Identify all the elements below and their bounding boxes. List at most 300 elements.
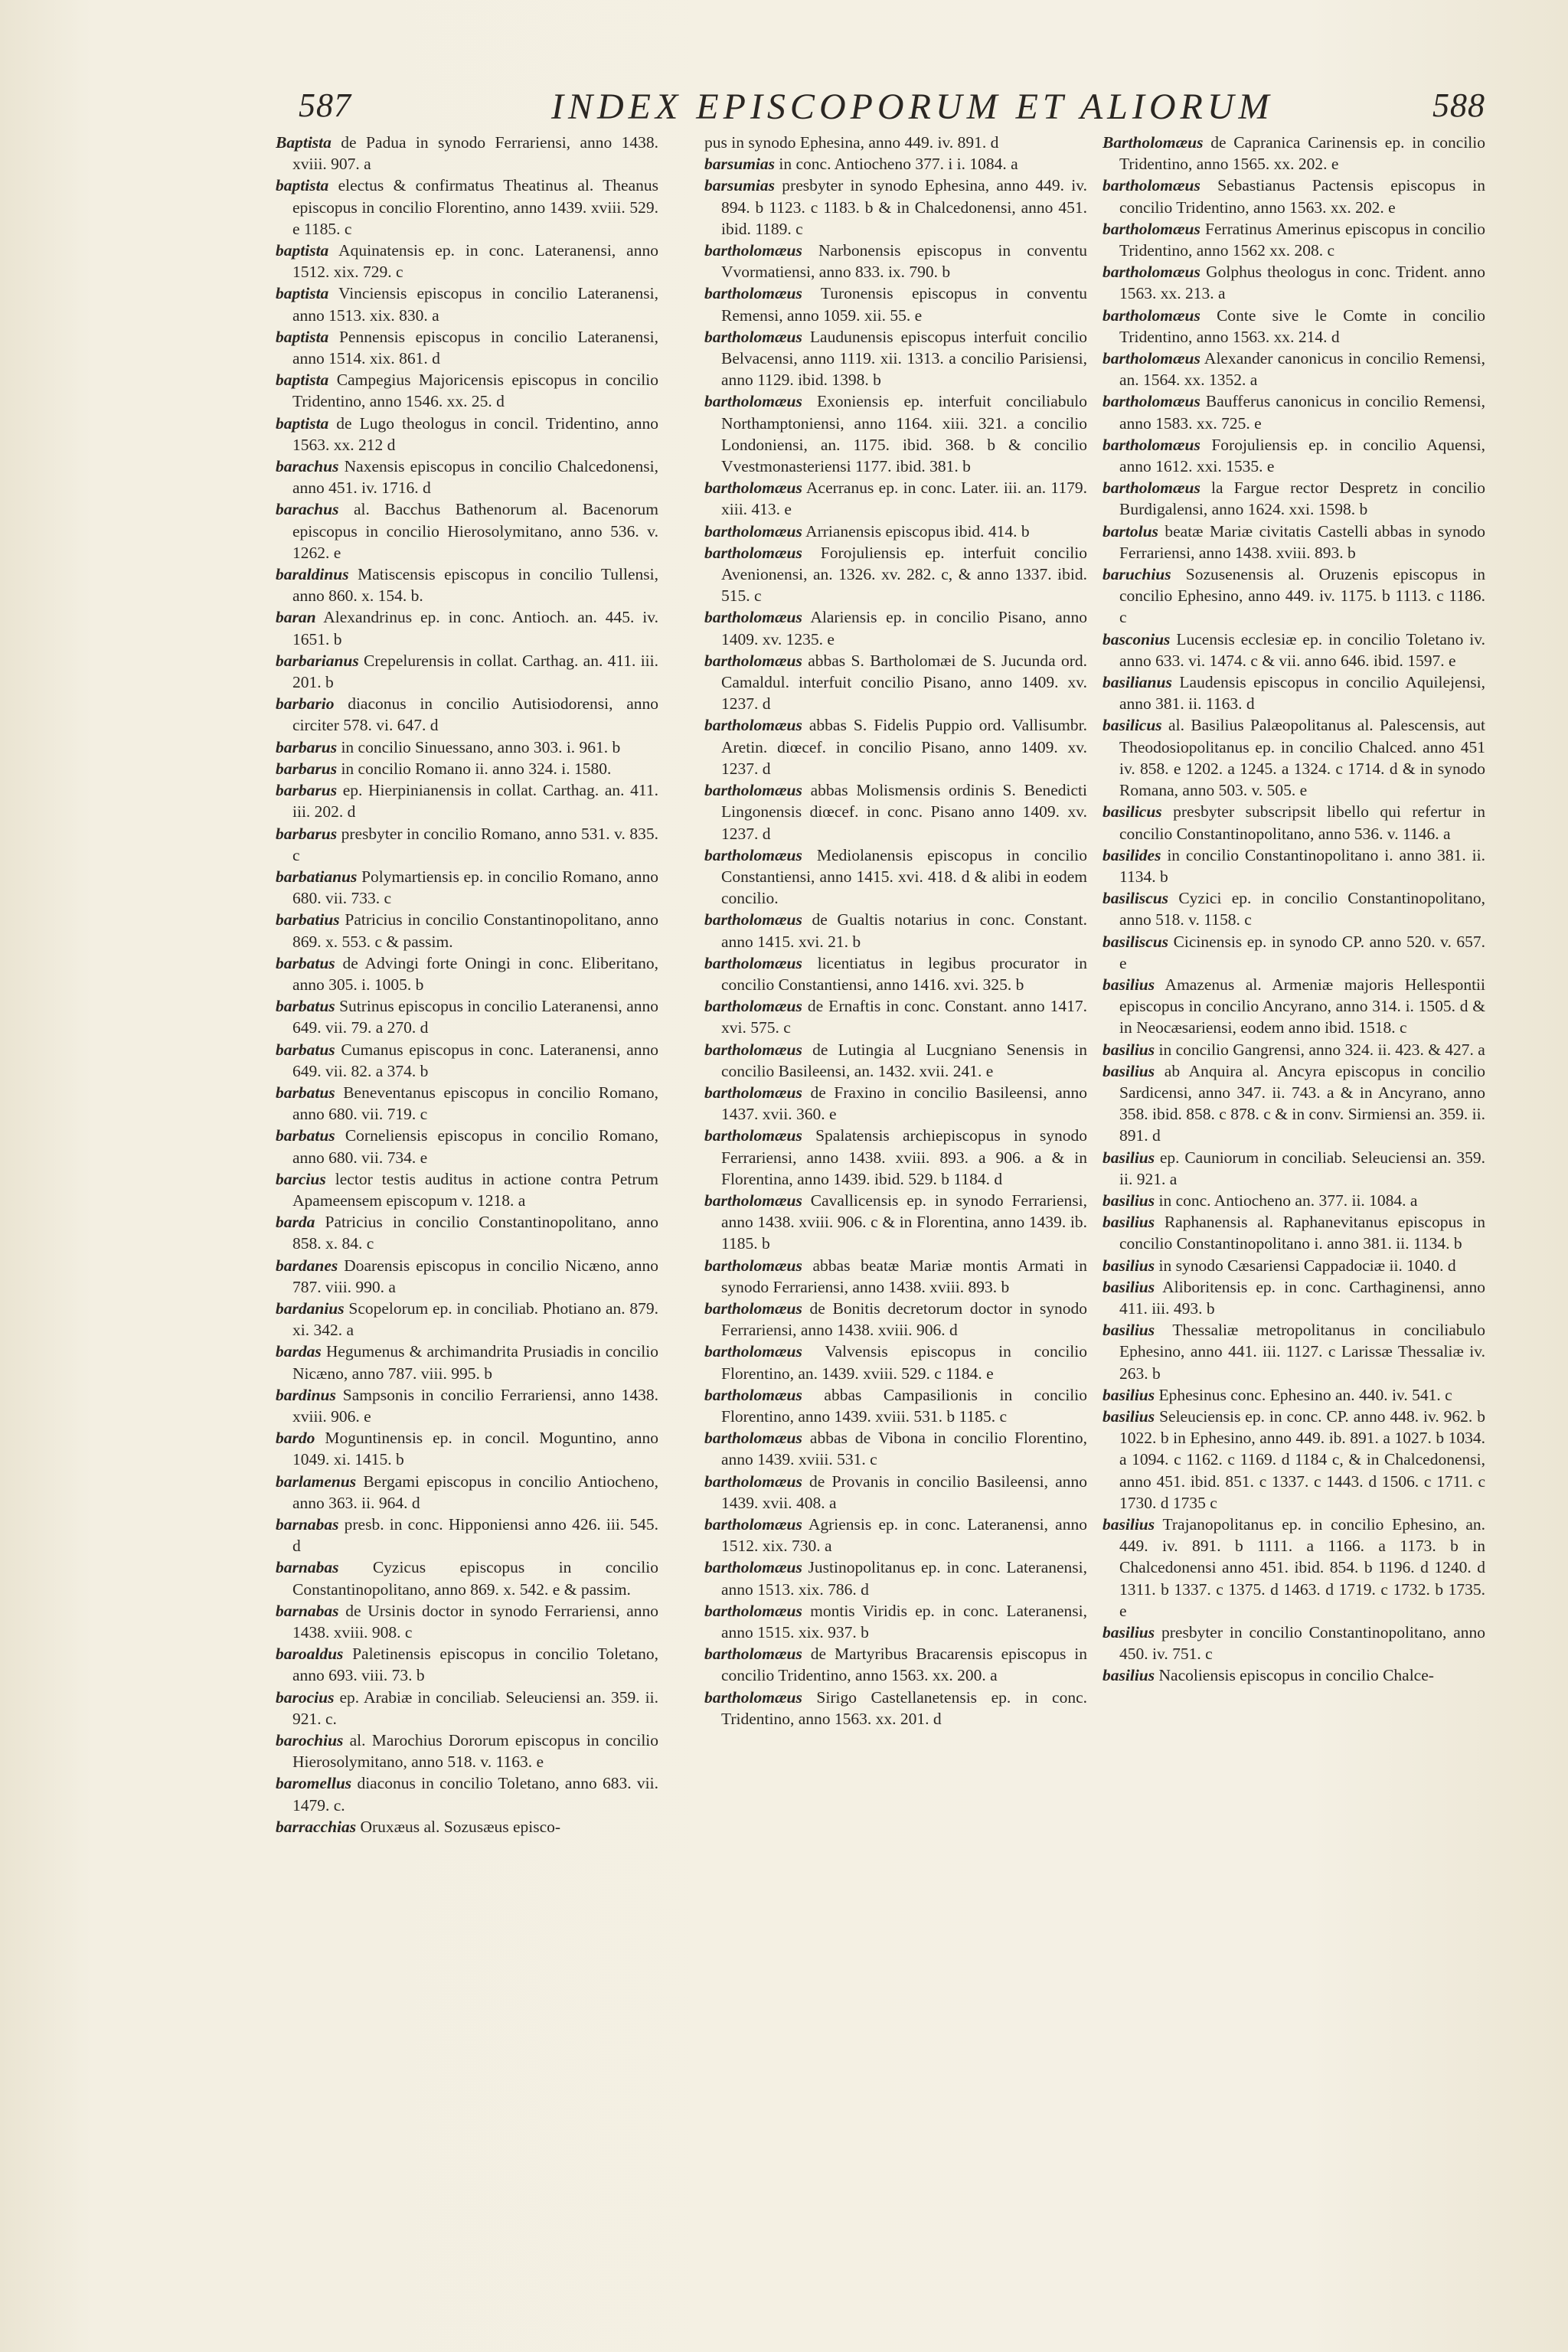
entry-text: Laudunensis episcopus interfuit concilio Belvacensi, anno 1119. xii. 1313. a concilio Parisiensi, anno 1129. ibid. 1398. b xyxy=(721,327,1087,390)
index-column-1 xyxy=(276,132,658,2321)
index-entry xyxy=(704,714,1087,779)
index-entry xyxy=(704,1643,1087,1686)
index-entry xyxy=(1102,261,1485,304)
entry-headword: bartholomæus xyxy=(704,1472,802,1491)
index-entry xyxy=(276,1730,658,1772)
entry-text: lector testis auditus in actione contra Petrum Apameensem episcopum v. 1218. a xyxy=(292,1169,658,1210)
entry-text: Exoniensis ep. interfuit conciliabulo Northamptoniensi, anno 1164. xiii. 321. a concilio Londoniensi, an. 1175. ibid. 368. b & concilio Vvestmonasteriensi 1177. ibid. 381. b xyxy=(721,392,1087,476)
index-entry xyxy=(704,1190,1087,1255)
index-entry xyxy=(1102,931,1485,974)
entry-headword: barbatianus xyxy=(276,867,358,886)
entry-text: Polymartiensis ep. in concilio Romano, anno 680. vii. 733. c xyxy=(292,867,658,908)
entry-headword: barbatus xyxy=(276,953,335,972)
entry-headword: barlamenus xyxy=(276,1472,357,1491)
entry-text: ep. Cauniorum in conciliab. Seleuciensi an. 359. ii. 921. a xyxy=(1119,1148,1485,1188)
entry-headword: barbarus xyxy=(276,781,338,800)
index-entry xyxy=(1102,1147,1485,1190)
entry-text: Cyzicus episcopus in concilio Constantinopolitano, anno 869. x. 542. e & passim. xyxy=(292,1558,658,1599)
index-entry xyxy=(276,1384,658,1427)
entry-text: Matiscensis episcopus in concilio Tullensi, anno 860. x. 154. b. xyxy=(292,565,658,606)
entry-headword: bartholomæus xyxy=(704,1083,802,1102)
index-entry xyxy=(276,1816,658,1838)
entry-headword: bartholomæus xyxy=(704,327,802,346)
entry-text: in conc. Antiocheno 377. i i. 1084. a xyxy=(779,155,1018,174)
entry-headword: bartholomæus xyxy=(704,543,802,562)
entry-headword: barbatus xyxy=(276,1040,335,1059)
entry-text: Arrianensis episcopus ibid. 414. b xyxy=(805,521,1030,541)
entry-headword: barsumias xyxy=(704,155,776,174)
index-entry xyxy=(276,132,658,175)
index-entry xyxy=(704,1039,1087,1082)
entry-text: de Padua in synodo Ferrariensi, anno 1438. xviii. 907. a xyxy=(292,133,658,174)
entry-headword: bartholomæus xyxy=(704,781,802,800)
running-header xyxy=(299,86,1508,132)
index-entry xyxy=(704,650,1087,715)
entry-text: Thessaliæ metropolitanus in conciliabulo Ephesino, anno 441. iii. 1127. c Larissæ Thessaliæ iv. 263. b xyxy=(1119,1321,1485,1383)
index-entry xyxy=(276,758,658,779)
entry-text: presbyter in synodo Ephesina, anno 449. iv. 894. b 1123. c 1183. b & in Chalcedonensi, anno 451. ibid. 1189. c xyxy=(721,176,1087,238)
entry-headword: barda xyxy=(276,1213,315,1232)
entry-headword: basilianus xyxy=(1102,673,1172,692)
entry-headword: bardo xyxy=(276,1429,315,1448)
entry-headword: bartholomæus xyxy=(704,1558,802,1577)
index-entry xyxy=(1102,1190,1485,1211)
entry-headword: barbario xyxy=(276,694,335,714)
entry-text: de Lugo theologus in concil. Tridentino, anno 1563. xx. 212 d xyxy=(292,413,658,454)
index-entry xyxy=(276,823,658,866)
index-entry xyxy=(704,240,1087,283)
entry-text: in concilio Romano ii. anno 324. i. 1580. xyxy=(341,759,612,778)
entry-text: Patricius in concilio Constantinopolitano, anno 869. x. 553. c & passim. xyxy=(292,910,658,951)
entry-text: Forojuliensis ep. interfuit concilio Avenionensi, an. 1326. xv. 282. c, & anno 1337. ibid. 515. c xyxy=(721,543,1087,606)
entry-text: de Advingi forte Oningi in conc. Eliberitano, anno 305. i. 1005. b xyxy=(292,953,658,994)
entry-headword: bartholomæus xyxy=(704,608,802,627)
index-entry xyxy=(704,1298,1087,1341)
index-column-3 xyxy=(1102,132,1485,2321)
entry-headword: bartholomæus xyxy=(704,521,802,541)
entry-headword: Baptista xyxy=(276,133,332,152)
entry-text: Sozusenensis al. Oruzenis episcopus in concilio Ephesino, anno 449. iv. 1175. b 1113. c 1186. c xyxy=(1119,565,1485,627)
index-entry xyxy=(704,390,1087,477)
entry-headword: basilius xyxy=(1102,1515,1155,1534)
entry-headword: baptista xyxy=(276,241,329,260)
entry-headword: baraldinus xyxy=(276,565,349,584)
entry-headword: bartholomæus xyxy=(704,1191,802,1210)
left-page-number: 587 xyxy=(299,87,351,124)
entry-headword: basilides xyxy=(1102,845,1161,864)
index-entry xyxy=(704,542,1087,607)
entry-headword: basilius xyxy=(1102,1213,1155,1232)
index-entry xyxy=(1102,390,1485,433)
index-entry xyxy=(276,175,658,240)
entry-headword: bartholomæus xyxy=(1102,349,1200,368)
index-entry xyxy=(704,521,1087,542)
index-entry xyxy=(276,909,658,952)
index-entry xyxy=(704,1384,1087,1427)
entry-headword: bartholomæus xyxy=(1102,305,1200,325)
index-entry xyxy=(276,1125,658,1168)
entry-text: Aliboritensis ep. in conc. Carthaginensi, anno 411. iii. 493. b xyxy=(1119,1277,1485,1318)
entry-headword: basilius xyxy=(1102,1666,1155,1685)
entry-headword: basilius xyxy=(1102,1040,1155,1059)
index-entry xyxy=(1102,801,1485,844)
entry-text: in concilio Sinuessano, anno 303. i. 961. b xyxy=(341,737,621,756)
index-entry xyxy=(276,1471,658,1514)
entry-headword: basilius xyxy=(1102,1385,1155,1404)
entry-headword: Bartholomæus xyxy=(1102,133,1204,152)
index-entry xyxy=(1102,521,1485,564)
index-entry xyxy=(276,866,658,909)
index-entry xyxy=(276,456,658,498)
index-entry xyxy=(1102,132,1485,175)
entry-text: de Ursinis doctor in synodo Ferrariensi, anno 1438. xviii. 908. c xyxy=(292,1601,658,1642)
entry-headword: baptista xyxy=(276,413,329,433)
entry-text: Lucensis ecclesiæ ep. in concilio Toletano iv. anno 633. vi. 1474. c & vii. anno 646. ibid. 1597. e xyxy=(1119,629,1485,670)
entry-headword: barracchias xyxy=(276,1817,357,1836)
entry-text: Pennensis episcopus in concilio Lateranensi, anno 1514. xix. 861. d xyxy=(292,327,658,368)
index-entry xyxy=(1102,629,1485,671)
entry-text: Scopelorum ep. in conciliab. Photiano an. 879. xi. 342. a xyxy=(292,1298,658,1340)
index-entry xyxy=(704,1427,1087,1470)
entry-headword: basilius xyxy=(1102,1256,1155,1275)
running-title: INDEX EPISCOPORUM ET ALIORUM xyxy=(551,87,1274,127)
index-entry xyxy=(1102,434,1485,477)
index-entry xyxy=(1102,175,1485,217)
index-entry xyxy=(704,175,1087,240)
entry-text: Justinopolitanus ep. in conc. Lateranensi, anno 1513. xix. 786. d xyxy=(721,1558,1087,1599)
index-entry xyxy=(276,413,658,456)
entry-text: de Gualtis notarius in conc. Constant. anno 1415. xvi. 21. b xyxy=(721,910,1087,951)
entry-headword: barbarus xyxy=(276,824,338,843)
entry-text: presbyter in concilio Romano, anno 531. v. 835. c xyxy=(292,824,658,864)
entry-text: montis Viridis ep. in conc. Lateranensi, anno 1515. xix. 937. b xyxy=(721,1601,1087,1642)
entry-headword: baptista xyxy=(276,284,329,303)
entry-headword: barbarus xyxy=(276,759,338,778)
entry-text: in conc. Antiocheno an. 377. ii. 1084. a xyxy=(1158,1191,1418,1210)
index-entry xyxy=(276,283,658,325)
entry-text: de Ernaftis in conc. Constant. anno 1417. xvi. 575. c xyxy=(721,997,1087,1037)
index-entry xyxy=(276,564,658,606)
index-entry xyxy=(704,132,1087,153)
index-entry xyxy=(276,779,658,822)
entry-text: Raphanensis al. Raphanevitanus episcopus in concilio Constantinopolitano i. anno 381. ii. 1134. b xyxy=(1119,1213,1485,1253)
entry-headword: barbarianus xyxy=(276,651,359,670)
entry-headword: bartholomæus xyxy=(1102,392,1200,411)
entry-headword: baruchius xyxy=(1102,565,1171,584)
index-entry xyxy=(1102,1664,1485,1686)
entry-headword: basilius xyxy=(1102,1406,1155,1426)
index-entry xyxy=(276,1298,658,1341)
entry-headword: barcius xyxy=(276,1169,326,1188)
entry-text: Sampsonis in concilio Ferrariensi, anno 1438. xviii. 906. e xyxy=(292,1385,658,1426)
entry-text: al. Basilius Palæopolitanus al. Palescensis, aut Theodosiopolitanus ep. in concilio Chalced. anno 451 iv. 858. e 1202. a 1245. a 1324. c 1714. d & in synodo Romana, anno 503. v. 505. e xyxy=(1119,716,1485,800)
entry-text: Baufferus canonicus in concilio Remensi, anno 1583. xx. 725. e xyxy=(1119,392,1485,433)
entry-headword: bartholomæus xyxy=(1102,263,1200,282)
index-entry xyxy=(1102,1211,1485,1254)
entry-headword: bartholomæus xyxy=(1102,176,1200,195)
entry-headword: basilius xyxy=(1102,1623,1155,1642)
index-entry xyxy=(1102,1039,1485,1060)
entry-text: Alexandrinus ep. in conc. Antioch. an. 445. iv. 1651. b xyxy=(292,608,658,648)
index-entry xyxy=(704,909,1087,952)
entry-text: Conte sive le Comte in concilio Tridentino, anno 1563. xx. 214. d xyxy=(1119,305,1485,346)
entry-headword: basilius xyxy=(1102,975,1155,994)
index-entry xyxy=(1102,671,1485,714)
entry-headword: basiliscus xyxy=(1102,932,1169,951)
entry-text: Valvensis episcopus in concilio Florentino, an. 1439. xviii. 529. c 1184. e xyxy=(721,1342,1087,1383)
index-entry xyxy=(276,1557,658,1599)
entry-text: ep. Arabiæ in conciliab. Seleuciensi an. 359. ii. 921. c. xyxy=(292,1687,658,1728)
index-entry xyxy=(276,1255,658,1298)
entry-headword: bartholomæus xyxy=(704,284,802,303)
index-entry xyxy=(276,326,658,369)
entry-text: Mediolanensis episcopus in concilio Constantiensi, anno 1415. xvi. 418. d & alibi in eodem concilio. xyxy=(721,845,1087,908)
entry-text: Paletinensis episcopus in concilio Toletano, anno 693. viii. 73. b xyxy=(292,1645,658,1685)
entry-text: Forojuliensis ep. in concilio Aquensi, anno 1612. xxi. 1535. e xyxy=(1119,435,1485,476)
entry-headword: bartholomæus xyxy=(704,1687,802,1707)
entry-text: in synodo Cæsariensi Cappadociæ ii. 1040. d xyxy=(1158,1256,1456,1275)
entry-headword: bartholomæus xyxy=(704,1645,802,1664)
entry-text: Sirigo Castellanetensis ep. in conc. Tridentino, anno 1563. xx. 201. d xyxy=(721,1687,1087,1728)
entry-headword: barnabas xyxy=(276,1515,339,1534)
index-entry xyxy=(704,1255,1087,1298)
entry-text: Doarensis episcopus in concilio Nicæno, anno 787. viii. 990. a xyxy=(292,1256,658,1296)
index-entry xyxy=(1102,714,1485,801)
entry-text: Naxensis episcopus in concilio Chalcedonensi, anno 451. iv. 1716. d xyxy=(292,457,658,498)
entry-text: Aquinatensis ep. in conc. Lateranensi, anno 1512. xix. 729. c xyxy=(292,241,658,282)
index-entry xyxy=(1102,1384,1485,1406)
index-entry xyxy=(704,283,1087,325)
index-entry xyxy=(704,952,1087,995)
index-entry xyxy=(704,477,1087,520)
entry-headword: barochius xyxy=(276,1731,344,1750)
index-entry xyxy=(704,995,1087,1038)
entry-headword: basconius xyxy=(1102,629,1171,648)
index-entry xyxy=(1102,1276,1485,1319)
entry-headword: barbatus xyxy=(276,1126,335,1145)
entry-headword: baptista xyxy=(276,176,329,195)
index-entry xyxy=(704,326,1087,391)
entry-headword: barachus xyxy=(276,457,339,476)
entry-text: de Fraxino in concilio Basileensi, anno 1437. xvii. 360. e xyxy=(721,1083,1087,1124)
entry-text: de Martyribus Bracarensis episcopus in concilio Tridentino, anno 1563. xx. 200. a xyxy=(721,1645,1087,1685)
index-entry xyxy=(1102,844,1485,887)
entry-headword: bartholomæus xyxy=(704,1601,802,1620)
index-entry xyxy=(1102,887,1485,930)
entry-headword: bardinus xyxy=(276,1385,336,1404)
index-entry xyxy=(704,1687,1087,1730)
entry-text: abbas de Vibona in concilio Florentino, anno 1439. xviii. 531. c xyxy=(721,1429,1087,1469)
entry-headword: basilius xyxy=(1102,1277,1155,1296)
entry-headword: baptista xyxy=(276,371,329,390)
entry-headword: barbarus xyxy=(276,737,338,756)
entry-text: Seleuciensis ep. in conc. CP. anno 448. iv. 962. b 1022. b in Ephesino, anno 449. ib. 891. a 1027. b 1034. a 1094. c 1162. c 1169. d 1184 c, & in Chalcedonensi, anno 451. ibid. 851. c 1337. c 1443. d 1506. c 1711. c 1730. d 1735 c xyxy=(1119,1406,1485,1512)
entry-headword: bartholomæus xyxy=(704,1342,802,1361)
entry-headword: baptista xyxy=(276,327,329,346)
entry-text: presb. in conc. Hipponiensi anno 426. iii. 545. d xyxy=(292,1515,658,1556)
entry-headword: bardanes xyxy=(276,1256,338,1275)
entry-headword: basilius xyxy=(1102,1061,1155,1080)
entry-text: Beneventanus episcopus in concilio Romano, anno 680. vii. 719. c xyxy=(292,1083,658,1124)
index-entry xyxy=(276,693,658,736)
entry-text: al. Bacchus Bathenorum al. Bacenorum episcopus in concilio Hierosolymitano, anno 536. v. 1262. e xyxy=(292,500,658,562)
entry-text: Alexander canonicus in concilio Remensi, an. 1564. xx. 1352. a xyxy=(1119,349,1485,390)
entry-headword: barnabas xyxy=(276,1601,339,1620)
entry-text: Moguntinensis ep. in concil. Moguntino, anno 1049. xi. 1415. b xyxy=(292,1429,658,1469)
entry-headword: bartholomæus xyxy=(704,997,802,1016)
entry-text: in concilio Gangrensi, anno 324. ii. 423. & 427. a xyxy=(1158,1040,1485,1059)
entry-text: Hegumenus & archimandrita Prusiadis in concilio Nicæno, anno 787. viii. 995. b xyxy=(292,1342,658,1383)
index-entry xyxy=(704,606,1087,649)
entry-headword: bartholomæus xyxy=(704,1385,802,1404)
index-entry xyxy=(1102,348,1485,390)
entry-text: Narbonensis episcopus in conventu Vvormatiensi, anno 833. ix. 790. b xyxy=(721,241,1087,282)
entry-headword: bartholomæus xyxy=(704,241,802,260)
index-entry xyxy=(276,498,658,564)
entry-text: presbyter in concilio Constantinopolitano, anno 450. iv. 751. c xyxy=(1119,1623,1485,1664)
entry-headword: bartholomæus xyxy=(704,1040,802,1059)
entry-headword: basilius xyxy=(1102,1321,1155,1340)
entry-text: Acerranus ep. in conc. Later. iii. an. 1179. xiii. 413. e xyxy=(721,479,1087,519)
entry-text: Nacoliensis episcopus in concilio Chalce- xyxy=(1158,1666,1434,1685)
index-entry xyxy=(1102,1255,1485,1276)
index-entry xyxy=(1102,218,1485,261)
entry-text: Campegius Majoricensis episcopus in concilio Tridentino, anno 1546. xx. 25. d xyxy=(292,371,658,411)
entry-text: Ferratinus Amerinus episcopus in concilio Tridentino, anno 1562 xx. 208. c xyxy=(1119,219,1485,260)
entry-text: abbas Molismensis ordinis S. Benedicti Lingonensis diœcef. in conc. Pisano anno 1409. xv. 1237. d xyxy=(721,781,1087,843)
entry-headword: barnabas xyxy=(276,1558,339,1577)
entry-text: diaconus in concilio Autisiodorensi, anno circiter 578. vi. 647. d xyxy=(292,694,658,735)
index-entry xyxy=(276,1341,658,1383)
entry-headword: bartholomæus xyxy=(704,1256,802,1275)
index-entry xyxy=(276,995,658,1038)
entry-headword: bartholomæus xyxy=(704,1126,802,1145)
index-entry xyxy=(704,1514,1087,1557)
entry-text: Golphus theologus in conc. Trident. anno 1563. xx. 213. a xyxy=(1119,263,1485,303)
index-columns xyxy=(276,132,1516,2321)
index-entry xyxy=(276,240,658,283)
entry-text: electus & confirmatus Theatinus al. Theanus episcopus in concilio Florentino, anno 1439. xviii. 529. e 1185. c xyxy=(292,176,658,238)
index-column-2 xyxy=(704,132,1087,2321)
entry-headword: basilius xyxy=(1102,1148,1155,1167)
entry-text: Trajanopolitanus ep. in concilio Ephesino, an. 449. iv. 891. b 1111. a 1166. a 1173. b in Chalcedonensi anno 451. ibid. 854. b 1196. d 1240. d 1311. b 1337. c 1375. d 1463. d 1719. c 1732. b 1735. e xyxy=(1119,1515,1485,1620)
entry-headword: basilicus xyxy=(1102,802,1162,822)
index-entry xyxy=(1102,1622,1485,1664)
entry-headword: bartholomæus xyxy=(704,845,802,864)
index-entry xyxy=(276,650,658,693)
entry-headword: bartholomæus xyxy=(1102,479,1200,498)
index-entry xyxy=(276,1772,658,1815)
entry-text: Bergami episcopus in concilio Antiocheno, anno 363. ii. 964. d xyxy=(292,1472,658,1512)
entry-text: Cicinensis ep. in synodo CP. anno 520. v. 657. e xyxy=(1119,932,1485,972)
index-entry xyxy=(276,1427,658,1470)
index-entry xyxy=(1102,974,1485,1039)
entry-text: beatæ Mariæ civitatis Castelli abbas in synodo Ferrariensi, anno 1438. xviii. 893. b xyxy=(1119,521,1485,562)
entry-headword: baroaldus xyxy=(276,1645,344,1664)
entry-text: abbas S. Bartholomæi de S. Jucunda ord. Camaldul. interfuit concilio Pisano, anno 1409. xv. 1237. d xyxy=(721,651,1087,714)
index-entry xyxy=(1102,1319,1485,1384)
index-entry xyxy=(276,1168,658,1211)
entry-headword: bardanius xyxy=(276,1298,345,1318)
entry-text: Alariensis ep. in concilio Pisano, anno 1409. xv. 1235. e xyxy=(721,608,1087,648)
entry-headword: bartholomæus xyxy=(704,953,802,972)
index-entry xyxy=(1102,564,1485,629)
index-entry xyxy=(704,1600,1087,1643)
entry-headword: barbatus xyxy=(276,997,335,1016)
entry-headword: bartholomæus xyxy=(1102,435,1200,454)
right-page-number: 588 xyxy=(1432,87,1485,124)
entry-text: presbyter subscripsit libello qui refertur in concilio Constantinopolitano, anno 536. v. 1146. a xyxy=(1119,802,1485,843)
entry-text: Agriensis ep. in conc. Lateranensi, anno 1512. xix. 730. a xyxy=(721,1515,1087,1556)
entry-text: pus in synodo Ephesina, anno 449. iv. 891. d xyxy=(704,133,999,152)
entry-text: Sutrinus episcopus in concilio Lateranensi, anno 649. vii. 79. a 270. d xyxy=(292,997,658,1037)
index-entry xyxy=(704,1471,1087,1514)
entry-text: abbas Campasilionis in concilio Florentino, anno 1439. xviii. 531. b 1185. c xyxy=(721,1385,1087,1426)
entry-headword: basilicus xyxy=(1102,716,1162,735)
index-entry xyxy=(276,1039,658,1082)
entry-headword: basilius xyxy=(1102,1191,1155,1210)
index-entry xyxy=(276,606,658,649)
entry-text: Corneliensis episcopus in concilio Romano, anno 680. vii. 734. e xyxy=(292,1126,658,1167)
entry-text: Oruxæus al. Sozusæus episco- xyxy=(360,1817,561,1836)
entry-headword: bardas xyxy=(276,1342,322,1361)
entry-text: al. Marochius Dororum episcopus in concilio Hierosolymitano, anno 518. v. 1163. e xyxy=(292,1731,658,1772)
entry-headword: bartholomæus xyxy=(704,1429,802,1448)
index-entry xyxy=(704,844,1087,910)
entry-headword: barbatius xyxy=(276,910,340,929)
entry-headword: bartholomæus xyxy=(704,1515,802,1534)
index-entry xyxy=(276,1082,658,1125)
entry-headword: bartholomæus xyxy=(704,651,802,670)
index-entry xyxy=(276,1514,658,1557)
entry-headword: baran xyxy=(276,608,316,627)
entry-text: abbas S. Fidelis Puppio ord. Vallisumbr. Aretin. diœcef. in concilio Pisano, anno 1409. xv. 1237. d xyxy=(721,716,1087,778)
entry-headword: baromellus xyxy=(276,1774,352,1793)
entry-headword: bartholomæus xyxy=(704,716,802,735)
entry-text: diaconus in concilio Toletano, anno 683. vii. 1479. c. xyxy=(292,1774,658,1815)
index-entry xyxy=(1102,1060,1485,1147)
entry-text: in concilio Constantinopolitano i. anno 381. ii. 1134. b xyxy=(1119,845,1485,886)
entry-text: Amazenus al. Armeniæ majoris Hellespontii episcopus in concilio Ancyrano, anno 314. i. 1505. d & in Neocæsariensi, eodem anno ibid. 1518. c xyxy=(1119,975,1485,1037)
entry-headword: bartholomæus xyxy=(704,1298,802,1318)
entry-text: licentiatus in legibus procurator in concilio Constantiensi, anno 1416. xvi. 325. b xyxy=(721,953,1087,994)
entry-text: de Capranica Carinensis ep. in concilio Tridentino, anno 1565. xx. 202. e xyxy=(1119,133,1485,174)
index-entry xyxy=(276,1643,658,1686)
entry-text: Sebastianus Pactensis episcopus in concilio Tridentino, anno 1563. xx. 202. e xyxy=(1119,176,1485,217)
entry-text: de Bonitis decretorum doctor in synodo Ferrariensi, anno 1438. xviii. 906. d xyxy=(721,1298,1087,1340)
index-entry xyxy=(276,369,658,412)
entry-headword: bartholomæus xyxy=(704,392,802,411)
entry-text: Cavallicensis ep. in synodo Ferrariensi, anno 1438. xviii. 906. c & in Florentina, anno 1439. ib. 1185. b xyxy=(721,1191,1087,1253)
entry-headword: barocius xyxy=(276,1687,335,1707)
entry-text: ab Anquira al. Ancyra episcopus in concilio Sardicensi, anno 347. ii. 743. a & in Ancyrano, anno 358. ibid. 858. c 878. c & in conv. Sirmiensi an. 359. ii. 891. d xyxy=(1119,1061,1485,1145)
entry-text: abbas beatæ Mariæ montis Armati in synodo Ferrariensi, anno 1438. xviii. 893. b xyxy=(721,1256,1087,1296)
entry-text: la Fargue rector Despretz in concilio Burdigalensi, anno 1624. xxi. 1598. b xyxy=(1119,479,1485,519)
index-entry xyxy=(1102,305,1485,348)
index-entry xyxy=(1102,1514,1485,1622)
entry-headword: bartholomæus xyxy=(704,479,802,498)
index-entry xyxy=(704,779,1087,844)
index-entry xyxy=(704,1557,1087,1599)
entry-headword: barsumias xyxy=(704,176,776,195)
index-entry xyxy=(1102,477,1485,520)
entry-text: Spalatensis archiepiscopus in synodo Ferrariensi, anno 1438. xviii. 893. a 906. a & in Florentina, anno 1439. ibid. 529. b 1184. d xyxy=(721,1126,1087,1188)
entry-text: Turonensis episcopus in conventu Remensi, anno 1059. xii. 55. e xyxy=(721,284,1087,325)
entry-text: de Lutingia al Lucgniano Senensis in concilio Basileensi, an. 1432. xvii. 241. e xyxy=(721,1040,1087,1080)
index-entry xyxy=(276,737,658,758)
index-entry xyxy=(1102,1406,1485,1514)
entry-text: Laudensis episcopus in concilio Aquilejensi, anno 381. ii. 1163. d xyxy=(1119,673,1485,714)
